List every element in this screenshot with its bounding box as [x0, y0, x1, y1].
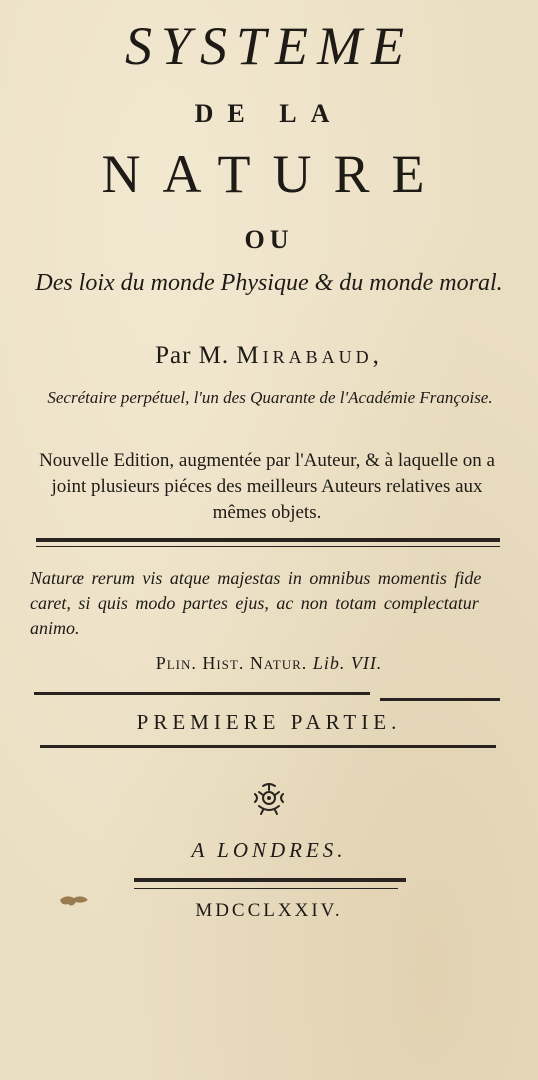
- edition-note: Nouvelle Edition, augmentée par l'Auteur, & à laquelle on a joint plusieurs piéces des meilleurs Auteurs relatives aux mêmes objets.: [39, 450, 495, 523]
- epigraph: Naturæ rerum vis atque majestas in omnibus momentis fide caret, si quis modo partes ejus, ac non totam complectatur animo.: [30, 568, 482, 638]
- thin-rule: [36, 546, 500, 547]
- title-line-de-la: DE LA: [194, 99, 344, 128]
- imprint-thick-rule: [134, 878, 406, 882]
- title-line-nature: NATURE: [101, 144, 447, 204]
- citation-source: Plin. Hist. Natur.: [155, 653, 308, 673]
- author-name: Mirabaud,: [236, 342, 383, 369]
- ink-stain: [58, 892, 90, 910]
- author-line: [0, 340, 538, 372]
- divider-rule-left: [34, 692, 370, 695]
- subtitle: Des loix du monde Physique & du monde moral.: [35, 270, 503, 296]
- imprint-year: MDCCLXXIV.: [195, 900, 343, 921]
- thick-rule: [36, 538, 500, 542]
- title-connector-ou: OU: [244, 225, 294, 254]
- printer-ornament-icon: [249, 780, 289, 816]
- author-prefix: Par M.: [155, 342, 230, 369]
- imprint-place: A LONDRES.: [191, 838, 347, 862]
- divider-rule: [40, 745, 496, 748]
- part-heading: PREMIERE PARTIE.: [136, 710, 402, 734]
- author-role: Secrétaire perpétuel, l'un des Quarante de l'Académie Françoise.: [47, 388, 493, 407]
- epigraph-citation: [0, 650, 538, 676]
- imprint-thin-rule: [134, 888, 398, 889]
- citation-reference: Lib. VII.: [312, 653, 383, 673]
- title-line-systeme: SYSTEME: [124, 16, 414, 76]
- divider-rule-right: [380, 698, 500, 701]
